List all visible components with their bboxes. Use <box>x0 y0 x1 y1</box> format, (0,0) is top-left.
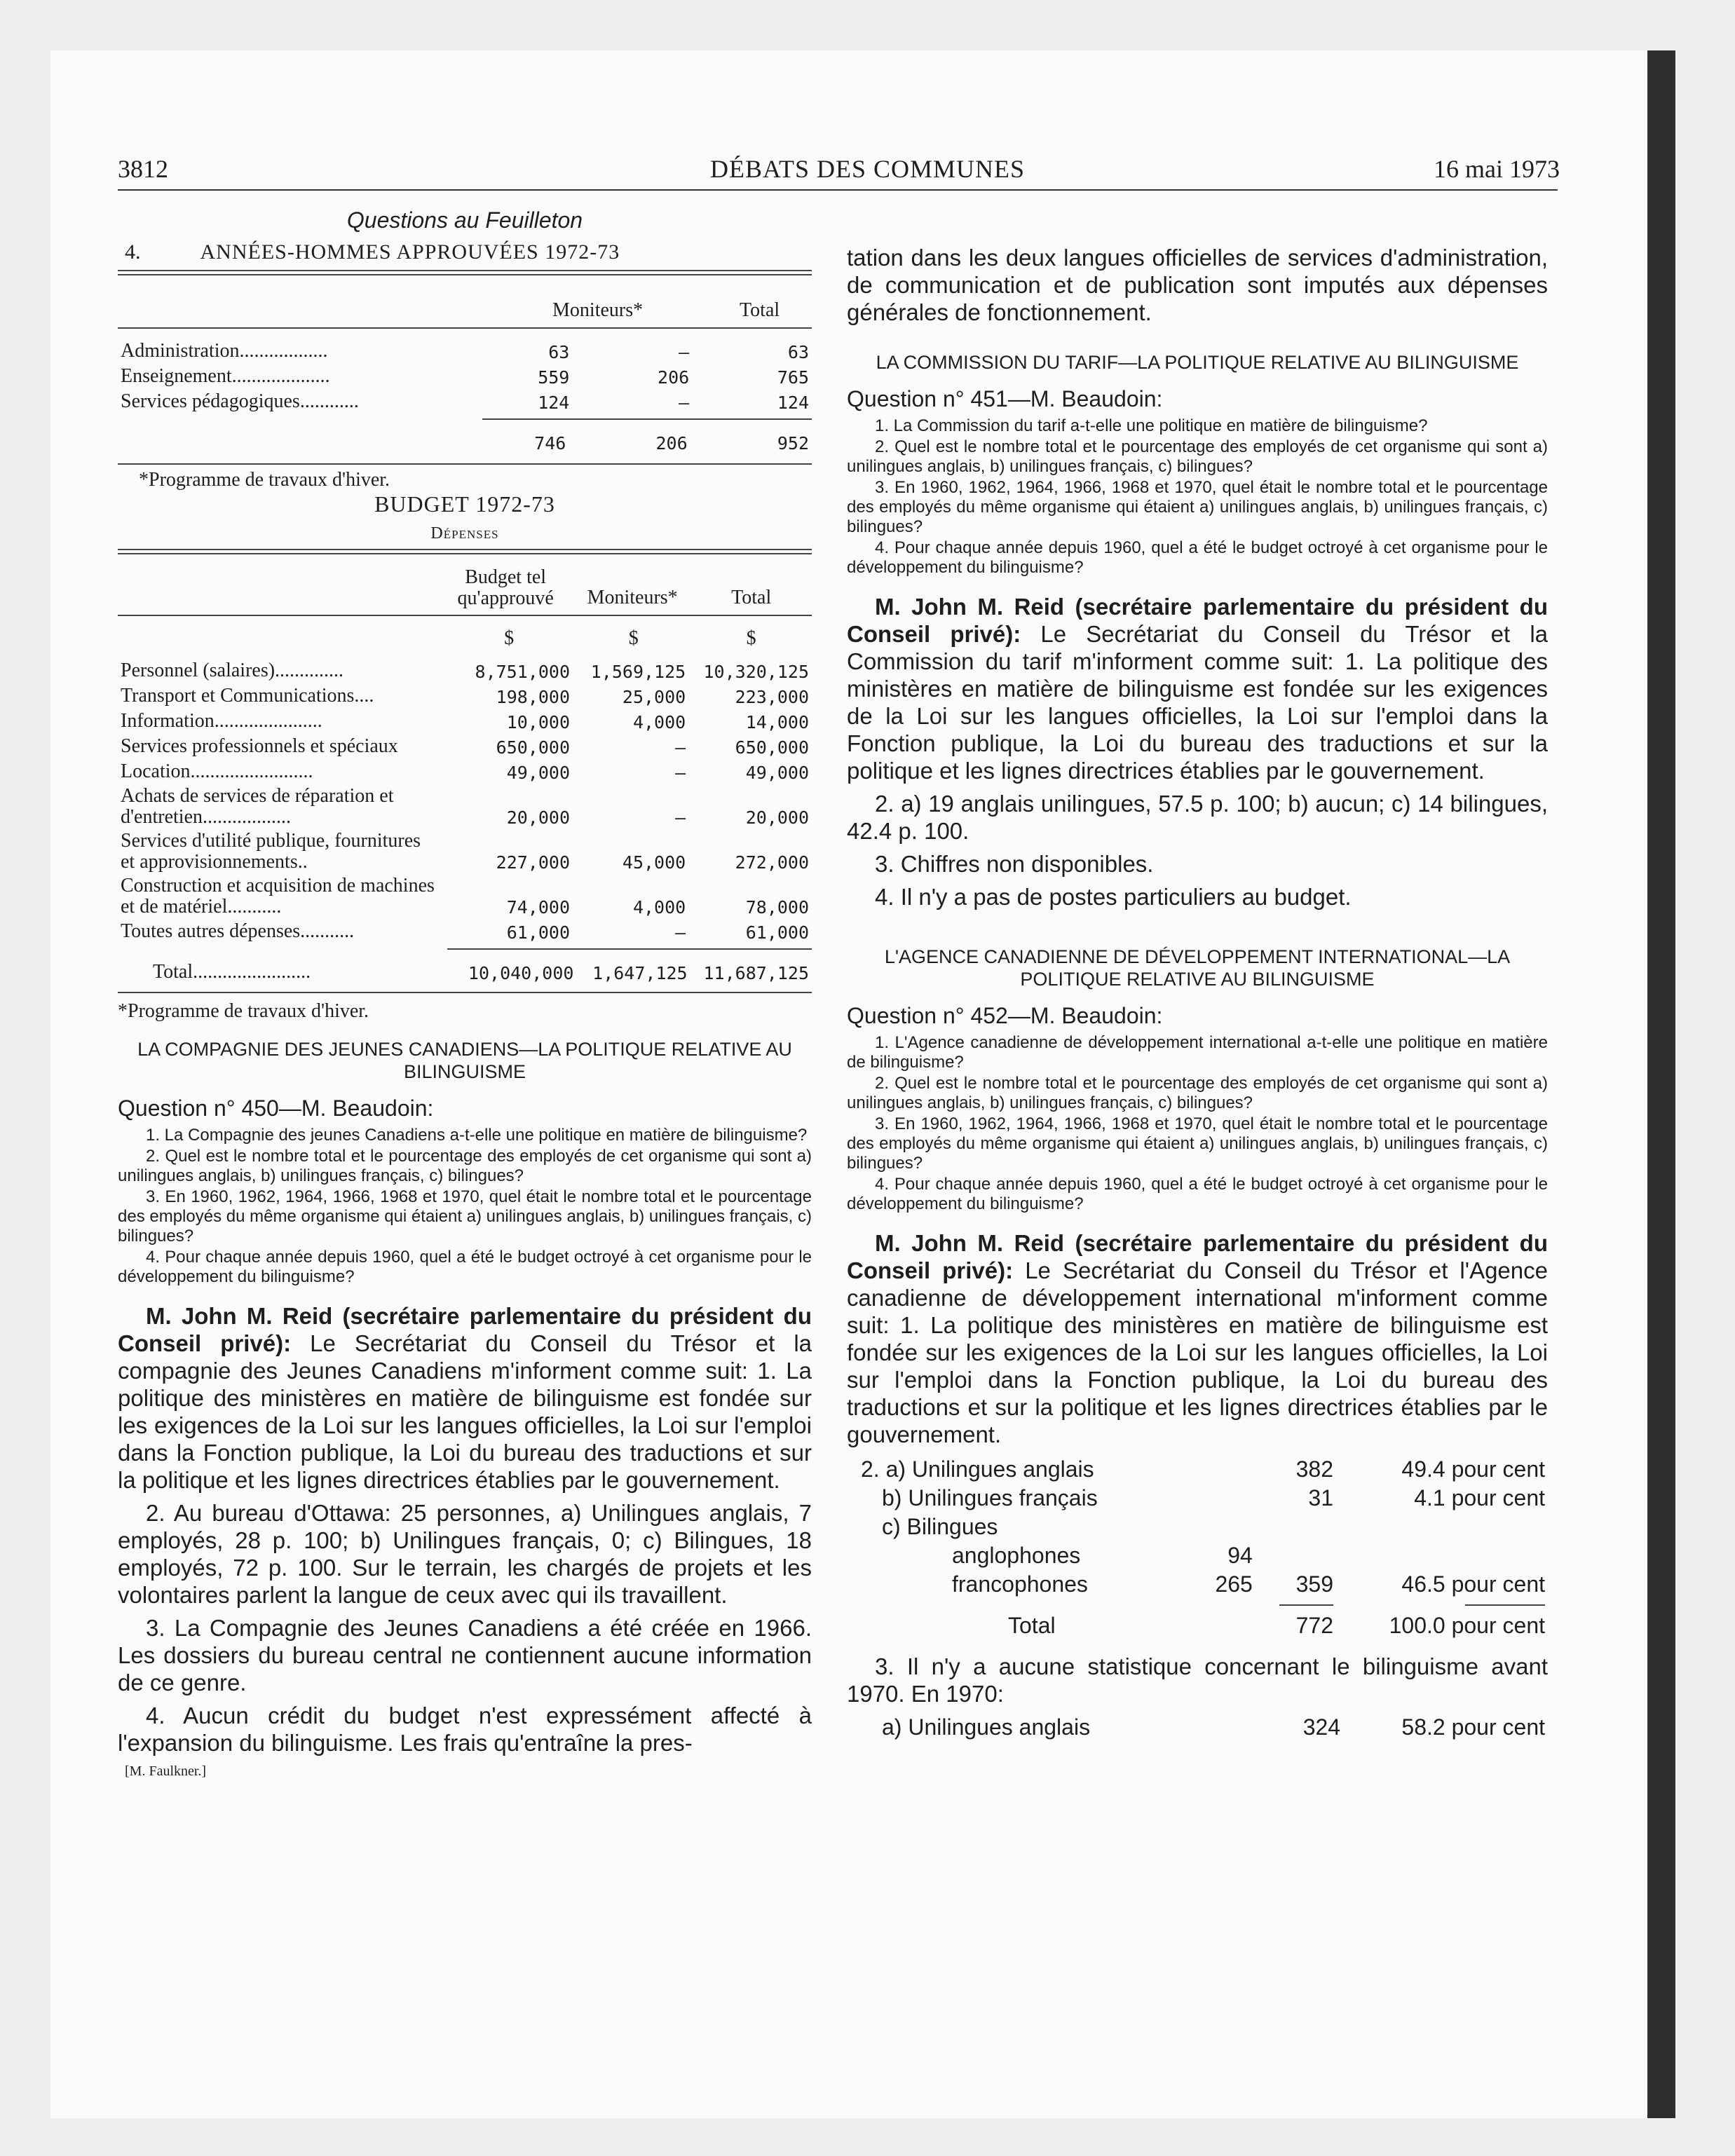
answer2-text: Le Secrétariat du Conseil du Trésor et l'Agence canadienne de développement international m'informent comme suit: 1. La politique des ministères en matière de bilinguisme est fondée sur les exigences de la Loi sur les langues officielles, la Loi sur l'emploi dans la Fonction publique, la Loi du bureau des traductions et sur la politique et les lignes directrices établies par le gouvernement. <box>847 1257 1548 1447</box>
table-row: Toutes autres dépenses........... 61,000 — 61,000 <box>121 920 809 943</box>
section-title: LA COMPAGNIE DES JEUNES CANADIENS—LA POLITIQUE RELATIVE AU BILINGUISME <box>137 1039 792 1082</box>
header-rule <box>118 189 1558 191</box>
answer-paragraph: 2. a) 19 anglais unilingues, 57.5 p. 100; b) aucun; c) 14 bilingues, 42.4 p. 100. <box>847 791 1548 844</box>
table-row: Achats de services de réparation et d'entretien.................. 20,000 — 20,000 <box>121 785 809 828</box>
table-row: Administration.................. 63 — 63 <box>121 340 809 362</box>
table-row: Construction et acquisition de machines et de matériel........... 74,000 4,000 78,000 <box>121 875 809 917</box>
stats-rule <box>1279 1604 1333 1606</box>
answer-paragraph <box>118 1302 812 1494</box>
table2-title: BUDGET 1972-73 <box>374 491 555 517</box>
answer-paragraph: 4. Il n'y a pas de postes particuliers au budget. <box>875 884 1352 910</box>
answer-text: Le Secrétariat du Conseil du Trésor et la compagnie des Jeunes Canadiens m'informent comme suit: 1. La politique des ministères en matière de bilinguisme est fondée sur les exigences de la Loi sur les langues officielles, la Loi sur l'emploi dans la Fonction publique, la Loi du bureau des traductions et sur la politique et les lignes directrices établies par le gouvernement. <box>118 1330 812 1493</box>
question-item: 2. Quel est le nombre total et le pourcentage des employés de cet organisme qui sont a) unilingues anglais, b) unilingues français, c) bilingues? <box>118 1147 812 1185</box>
table2-header <box>118 566 812 610</box>
table2-header-budget: Budget tel qu'approuvé <box>457 566 554 609</box>
table1 <box>118 281 812 323</box>
table1-title: ANNÉES-HOMMES APPROUVÉES 1972-73 <box>200 240 620 264</box>
question-item: 3. En 1960, 1962, 1964, 1966, 1968 et 1970, quel était le nombre total et le pourcentage des employés du même organisme qui étaient a) unilingues anglais, b) unilingues français, c) bilingues? <box>847 1114 1548 1173</box>
page-date: 16 mai 1973 <box>1434 155 1560 183</box>
question-item: 4. Pour chaque année depuis 1960, quel a été le budget octroyé à cet organisme pour le développement du bilinguisme? <box>118 1248 812 1286</box>
question-item: 1. L'Agence canadienne de développement international a-t-elle une politique en matière de bilinguisme? <box>847 1033 1548 1072</box>
stats-table <box>847 1455 1548 1640</box>
table2-body <box>118 658 812 944</box>
right-column <box>847 203 1548 1742</box>
table-row: Information...................... 10,000 4,000 14,000 <box>121 710 809 732</box>
continuation-paragraph: tation dans les deux langues officielles de services d'administration, de communication et de publication sont imputés aux dépenses générales de fonctionnement. <box>847 245 1548 325</box>
question-heading: Question n° 450—M. Beaudoin: <box>118 1096 434 1121</box>
section2-title: L'AGENCE CANADIENNE DE DÉVELOPPEMENT INTERNATIONAL—LA POLITIQUE RELATIVE AU BILINGUISME <box>884 946 1511 990</box>
question2-heading: Question n° 452—M. Beaudoin: <box>847 1003 1163 1028</box>
answer-paragraph: 2. Au bureau d'Ottawa: 25 personnes, a) Unilingues anglais, 7 employés, 28 p. 100; b) Unilingues français, 0; c) Bilingues, 18 employés, 72 p. 100. Sur le terrain, les chargés de projets et les volontaires parlent la langue de ceux avec qui ils travaillent. <box>118 1500 812 1608</box>
table2-header-moniteurs: Moniteurs* <box>587 587 678 608</box>
table-row: Services professionnels et spéciaux 650,000 — 650,000 <box>121 735 809 758</box>
answer1-text: Le Secrétariat du Conseil du Trésor et la Commission du tarif m'informent comme suit: 1. La politique des ministères en matière de bilinguisme est fondée sur les exigences de la Loi sur les langues officielles, la Loi sur l'emploi dans la Fonction publique, la Loi du bureau des traductions et sur la politique et les lignes directrices établies par le gouvernement. <box>847 621 1549 784</box>
table2-header-total: Total <box>731 587 772 608</box>
page-footer: [M. Faulkner.] <box>125 1763 207 1779</box>
question-item: 4. Pour chaque année depuis 1960, quel a été le budget octroyé à cet organisme pour le développement du bilinguisme? <box>847 538 1548 577</box>
table1-top-rule <box>118 270 812 275</box>
table1-footnote: *Programme de travaux d'hiver. <box>139 469 390 491</box>
answer-speaker: M. John M. Reid (secrétaire parlementaire du président du Conseil privé): <box>118 1303 812 1356</box>
table-row: Personnel (salaires).............. 8,751,000 1,569,125 10,320,125 <box>121 660 809 682</box>
stats-table-1970 <box>847 1713 1548 1742</box>
table2-footnote: *Programme de travaux d'hiver. <box>118 1000 369 1022</box>
table2-total: Total........................ 10,040,000 1,647,125 11,687,125 <box>153 961 809 983</box>
answer-paragraph: 4. Aucun crédit du budget n'est expressément affecté à l'expansion du bilinguisme. Les frais qu'entraîne la pres- <box>118 1703 812 1756</box>
left-column <box>118 203 812 1780</box>
table1-header-rule <box>118 327 812 329</box>
table1-body <box>118 339 812 414</box>
answer1-speaker: M. John M. Reid (secrétaire parlementaire du président du Conseil privé): <box>847 594 1548 647</box>
question1-heading: Question n° 451—M. Beaudoin: <box>847 386 1163 411</box>
scan-edge <box>1647 50 1675 2118</box>
table2-subtotal-rule <box>447 948 812 950</box>
table-row: Services pédagogiques............ 124 — 124 <box>121 390 809 413</box>
question-item: 2. Quel est le nombre total et le pourcentage des employés de cet organisme qui sont a) unilingues anglais, b) unilingues français, c) bilingues? <box>847 1074 1548 1112</box>
table1-subtotal-rule <box>482 418 812 420</box>
question-item: 1. La Commission du tarif a-t-elle une politique en matière de bilinguisme? <box>875 416 1428 435</box>
question-item: 2. Quel est le nombre total et le pourcentage des employés de cet organisme qui sont a) unilingues anglais, b) unilingues français, c) bilingues? <box>847 437 1548 476</box>
table1-number: 4. <box>125 240 141 264</box>
table2-subtitle: Dépenses <box>430 524 499 543</box>
answer-paragraph: 3. La Compagnie des Jeunes Canadiens a été créée en 1966. Les dossiers du bureau central ne contiennent aucune information de ce genre. <box>118 1615 812 1696</box>
table-row: c) Bilingues <box>882 1514 998 1539</box>
section1-title: LA COMMISSION DU TARIF—LA POLITIQUE RELATIVE AU BILINGUISME <box>876 352 1519 373</box>
answer2-speaker: M. John M. Reid (secrétaire parlementaire du président du Conseil privé): <box>847 1230 1548 1283</box>
table1-title-row <box>118 240 812 264</box>
table-row: Enseignement.................... 559 206 765 <box>121 365 809 388</box>
table-row: Services d'utilité publique, fournitures et approvisionnements.. 227,000 45,000 272,000 <box>121 830 809 873</box>
answer1-paragraph <box>847 593 1548 784</box>
question-item: 3. En 1960, 1962, 1964, 1966, 1968 et 1970, quel était le nombre total et le pourcentage des employés du même organisme qui étaient a) unilingues anglais, b) unilingues français, c) bilingues? <box>847 478 1548 536</box>
table2-units: $ $ $ <box>504 627 756 649</box>
table1-bottom-rule <box>118 463 812 465</box>
table-row: Transport et Communications.... 198,000 25,000 223,000 <box>121 685 809 707</box>
question-item: 3. En 1960, 1962, 1964, 1966, 1968 et 1970, quel était le nombre total et le pourcentage des employés du même organisme qui étaient a) unilingues anglais, b) unilingues français, c) bilingues? <box>118 1187 812 1246</box>
table1-header-total: Total <box>740 299 780 321</box>
table2-bottom-rule <box>118 992 812 993</box>
page-title: DÉBATS DES COMMUNES <box>709 155 1026 183</box>
table2-header-rule <box>118 615 812 616</box>
question-item: 1. La Compagnie des jeunes Canadiens a-t-elle une politique en matière de bilinguisme? <box>146 1126 808 1145</box>
questions-title: Questions au Feuilleton <box>346 207 583 233</box>
answer-paragraph: 3. Il n'y a aucune statistique concernant le bilinguisme avant 1970. En 1970: <box>847 1653 1548 1707</box>
page-number: 3812 <box>118 155 168 183</box>
table-row: b) Unilingues français 31 4.1 pour cent <box>882 1485 1545 1510</box>
table-row: francophones 265 359 46.5 pour cent <box>952 1571 1545 1597</box>
table1-header-moniteurs: Moniteurs* <box>552 299 644 321</box>
stats-rule <box>1465 1604 1545 1606</box>
table-row: anglophones 94 <box>952 1543 1253 1568</box>
table2-top-rule <box>118 549 812 554</box>
table-row: 2. a) Unilingues anglais 382 49.4 pour cent <box>861 1456 1545 1482</box>
table-row: Location......................... 49,000 — 49,000 <box>121 760 809 783</box>
table-row: a) Unilingues anglais 324 58.2 pour cent <box>882 1714 1545 1740</box>
question-item: 4. Pour chaque année depuis 1960, quel a été le budget octroyé à cet organisme pour le développement du bilinguisme? <box>847 1175 1548 1213</box>
table-row: Total 772 100.0 pour cent <box>1008 1613 1545 1638</box>
table1-total: 746 206 952 <box>534 433 809 453</box>
answer2-paragraph <box>847 1229 1548 1448</box>
answer-paragraph: 3. Chiffres non disponibles. <box>875 851 1154 877</box>
